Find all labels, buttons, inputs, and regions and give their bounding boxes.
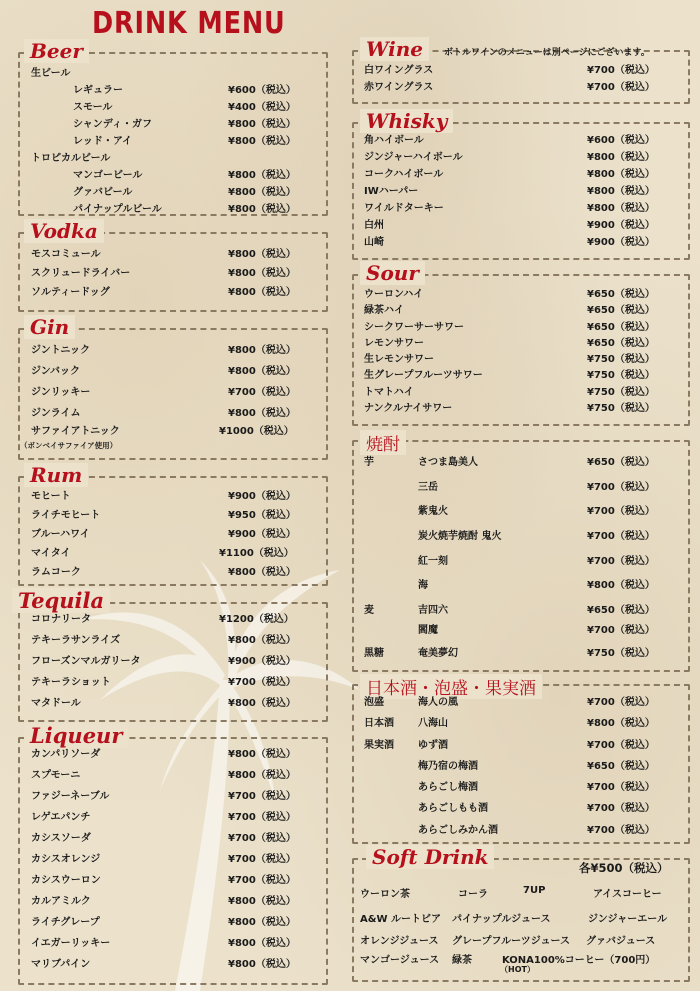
section-title: Wine <box>360 37 429 61</box>
soft-drink-item: コーラ <box>458 889 488 900</box>
drink-name: マリブパイン <box>31 959 91 970</box>
menu-row <box>18 653 328 674</box>
drink-name: 海 <box>418 580 428 592</box>
drink-price: ¥900（税込） <box>228 656 296 667</box>
menu-row <box>352 800 692 821</box>
menu-row <box>18 695 328 716</box>
menu-row <box>18 830 328 851</box>
drink-price: ¥800（税込） <box>587 718 655 730</box>
soft-drink-price: 各¥500（税込） <box>579 861 669 875</box>
drink-name: レモンサワー <box>364 337 424 349</box>
menu-row <box>18 167 328 184</box>
shochu-section <box>352 435 692 672</box>
drink-price: ¥800（税込） <box>228 204 296 215</box>
drink-name: カンパリソーダ <box>31 749 101 760</box>
section-title: Liqueur <box>24 723 128 748</box>
drink-category: 芋 <box>364 457 374 468</box>
drink-name: 梅乃宿の梅酒 <box>418 760 478 772</box>
drink-name: ライチモヒート <box>31 510 101 521</box>
gin-section <box>18 315 328 460</box>
menu-row <box>352 479 692 504</box>
menu-row <box>18 342 328 363</box>
menu-row <box>18 246 328 265</box>
vodka-section <box>18 219 328 312</box>
drink-name: マンゴービール <box>73 170 143 181</box>
soft-drink-item: グァバジュース <box>586 936 656 947</box>
section-title: Sour <box>360 261 425 285</box>
menu-row <box>352 335 692 351</box>
menu-row <box>18 935 328 956</box>
drink-price: ¥750（税込） <box>587 403 655 415</box>
drink-price: ¥900（税込） <box>228 491 296 502</box>
menu-row <box>18 564 328 583</box>
section-title: Beer <box>24 39 89 63</box>
soft-drink-item: オレンジジュース <box>360 936 439 947</box>
drink-price: ¥650（税込） <box>587 337 655 349</box>
section-title: Gin <box>24 315 75 339</box>
drink-price: ¥900（税込） <box>587 237 655 248</box>
menu-row <box>352 302 692 318</box>
rum-section <box>18 463 328 586</box>
drink-name: 紅一刻 <box>418 555 448 567</box>
menu-row <box>352 217 692 234</box>
drink-price: ¥800（税込） <box>587 203 655 214</box>
drink-name: あらごしみかん酒 <box>418 824 498 836</box>
menu-row <box>18 956 328 977</box>
menu-row <box>18 363 328 384</box>
drink-price: ¥700（税込） <box>587 824 655 836</box>
drink-price: ¥650（税込） <box>587 605 655 617</box>
menu-row <box>352 503 692 528</box>
menu-row <box>352 645 692 665</box>
drink-category: 果実酒 <box>364 739 394 751</box>
drink-name: 緑茶ハイ <box>364 305 404 317</box>
menu-row <box>18 746 328 767</box>
drink-category: 黒糖 <box>364 648 384 660</box>
menu-row <box>18 507 328 526</box>
drink-price: ¥800（税込） <box>228 136 296 147</box>
sour-section <box>352 261 692 426</box>
drink-price: ¥800（税込） <box>228 917 296 928</box>
menu-row <box>18 65 328 82</box>
menu-row <box>352 166 692 183</box>
drink-name: ジンライム <box>31 408 81 419</box>
drink-price: ¥950（税込） <box>228 510 296 521</box>
menu-row <box>18 184 328 201</box>
drink-price: ¥750（税込） <box>587 648 655 660</box>
drink-price: ¥700（税込） <box>587 82 655 93</box>
soft-drink-item: 7UP <box>523 885 546 896</box>
drink-name: 閻魔 <box>418 625 438 637</box>
whisky-section <box>352 109 692 260</box>
section-title: Tequila <box>12 588 110 613</box>
drink-price: ¥800（税込） <box>587 580 655 592</box>
soft-drink-item: KONA100%コーヒー（700円） <box>502 955 656 966</box>
drink-name: 白州 <box>364 220 384 231</box>
drink-price: ¥800（税込） <box>228 770 296 781</box>
drink-price: ¥750（税込） <box>587 370 655 382</box>
menu-row <box>18 201 328 218</box>
menu-row <box>352 200 692 217</box>
drink-price: ¥800（税込） <box>228 366 296 377</box>
drink-price: ¥700（税込） <box>228 812 296 823</box>
menu-row <box>18 674 328 695</box>
drink-name: パイナップルビール <box>73 204 162 215</box>
drink-price: ¥1200（税込） <box>219 614 294 625</box>
drink-price: ¥900（税込） <box>587 220 655 231</box>
menu-row <box>352 149 692 166</box>
menu-row <box>352 553 692 578</box>
drink-price: ¥700（税込） <box>587 65 655 76</box>
soft-drink-item: アイスコーヒー <box>593 889 662 900</box>
menu-row <box>18 284 328 303</box>
menu-row <box>352 622 692 645</box>
menu-row <box>352 351 692 367</box>
menu-row <box>18 265 328 284</box>
drink-price: ¥800（税込） <box>587 152 655 163</box>
drink-price: ¥800（税込） <box>228 187 296 198</box>
soft-drink-item: A&W ルートビア <box>360 914 441 925</box>
drink-name: シークワーサーサワー <box>364 321 464 333</box>
soft-drink-item: ウーロン茶 <box>360 889 410 900</box>
drink-name: コークハイボール <box>364 169 444 180</box>
soft-drink-item: グレープフルーツジュース <box>452 936 570 947</box>
section-title: Vodka <box>24 219 104 243</box>
wine-section <box>352 37 692 106</box>
menu-row <box>352 758 692 779</box>
drink-name: グァバビール <box>73 187 133 198</box>
drink-price: ¥700（税込） <box>587 625 655 637</box>
drink-name: ジンバック <box>31 366 81 377</box>
drink-name: モスコミュール <box>31 249 101 260</box>
menu-row <box>352 367 692 383</box>
hot-note: （HOT） <box>500 965 535 974</box>
drink-price: ¥400（税込） <box>228 102 296 113</box>
drink-price: ¥700（税込） <box>587 531 655 543</box>
drink-name: カシスソーダ <box>31 833 91 844</box>
drink-price: ¥800（税込） <box>587 169 655 180</box>
menu-row <box>352 577 692 602</box>
drink-price: ¥800（税込） <box>228 408 296 419</box>
drink-price: ¥800（税込） <box>228 896 296 907</box>
drink-price: ¥600（税込） <box>587 135 655 146</box>
drink-name: 生ビール <box>31 68 71 79</box>
drink-price: ¥800（税込） <box>228 698 296 709</box>
drink-name: 白ワイングラス <box>364 65 434 76</box>
drink-price: ¥700（税込） <box>228 833 296 844</box>
soft-drink-item: 緑茶 <box>452 955 472 966</box>
drink-price: ¥800（税込） <box>228 959 296 970</box>
menu-row <box>352 602 692 622</box>
menu-row <box>18 809 328 830</box>
menu-row <box>18 426 328 450</box>
drink-name: トロピカルビール <box>31 153 111 164</box>
drink-price: ¥800（税込） <box>228 119 296 130</box>
drink-name: スモール <box>73 102 113 113</box>
menu-row <box>352 779 692 800</box>
menu-row <box>352 384 692 400</box>
drink-price: ¥700（税込） <box>587 739 655 751</box>
drink-price: ¥700（税込） <box>587 481 655 493</box>
menu-row <box>352 400 692 416</box>
drink-name: 赤ワイングラス <box>364 82 434 93</box>
menu-row <box>352 234 692 251</box>
menu-row <box>18 767 328 788</box>
drink-name: サファイアトニック <box>31 426 120 437</box>
menu-row <box>18 99 328 116</box>
drink-name: マタドール <box>31 698 81 709</box>
drink-price: ¥650（税込） <box>587 305 655 317</box>
drink-name: モヒート <box>31 491 71 502</box>
menu-row <box>18 788 328 809</box>
drink-price: ¥700（税込） <box>587 555 655 567</box>
drink-price: ¥650（税込） <box>587 289 655 300</box>
drink-name: ジンジャーハイボール <box>364 152 463 163</box>
drink-name: 角ハイボール <box>364 135 424 146</box>
drink-price: ¥800（税込） <box>228 249 296 260</box>
soft-drink-item: パイナップルジュース <box>452 914 551 925</box>
drink-name: スプモーニ <box>31 770 81 781</box>
sake-section <box>352 679 692 844</box>
drink-name: レゲエパンチ <box>31 812 91 823</box>
drink-price: ¥1100（税込） <box>219 548 294 559</box>
menu-row <box>352 715 692 736</box>
drink-price: ¥650（税込） <box>587 457 655 468</box>
menu-title: DRINK MENU <box>92 6 286 41</box>
menu-row <box>352 286 692 302</box>
drink-name: テキーラサンライズ <box>31 635 121 646</box>
menu-row <box>18 893 328 914</box>
drink-name: さつま島美人 <box>418 457 478 468</box>
drink-name: テキーラショット <box>31 677 111 688</box>
menu-row <box>18 632 328 653</box>
drink-name: 吉四六 <box>418 605 448 617</box>
menu-row <box>352 528 692 553</box>
liqueur-section <box>18 723 328 985</box>
menu-row <box>18 133 328 150</box>
menu-row <box>18 526 328 545</box>
drink-name: 八海山 <box>418 718 448 730</box>
menu-row <box>352 62 692 79</box>
drink-name: カルアミルク <box>31 896 91 907</box>
wine-note: ボトルワインのメニューは別ページにございます。 <box>444 48 650 58</box>
drink-name: ワイルドターキー <box>364 203 444 214</box>
drink-name: ジンリッキー <box>31 387 91 398</box>
drink-price: ¥900（税込） <box>228 529 296 540</box>
drink-name: ライチグレープ <box>31 917 100 928</box>
drink-name: ファジーネーブル <box>31 791 110 802</box>
drink-name: 山崎 <box>364 237 384 248</box>
drink-name: コロナリータ <box>31 614 91 625</box>
drink-name: IWハーパー <box>364 186 419 197</box>
drink-name: レギュラー <box>73 85 123 96</box>
drink-price: ¥600（税込） <box>228 85 296 96</box>
menu-row <box>352 737 692 758</box>
beer-section <box>18 39 328 216</box>
menu-row <box>352 822 692 843</box>
drink-name: 奄美夢幻 <box>418 648 458 660</box>
drink-category: 麦 <box>364 605 374 617</box>
drink-price: ¥800（税込） <box>228 567 296 578</box>
drink-price: ¥700（税込） <box>587 803 655 815</box>
drink-name: ナンクルナイサワー <box>364 403 453 415</box>
drink-price: ¥650（税込） <box>587 760 655 772</box>
drink-name: 三岳 <box>418 481 438 493</box>
drink-name: シャンディ・ガフ <box>73 119 152 130</box>
drink-category: 日本酒 <box>364 718 394 730</box>
drink-name: 生レモンサワー <box>364 354 434 366</box>
drink-note: （ボンベイサファイア使用） <box>20 441 118 450</box>
drink-name: あらごしもも酒 <box>418 803 488 815</box>
menu-row <box>18 82 328 99</box>
drink-name: レッド・アイ <box>73 136 132 147</box>
menu-row <box>18 116 328 133</box>
menu-row <box>352 132 692 149</box>
drink-name: あらごし梅酒 <box>418 782 478 794</box>
drink-name: スクリュードライバー <box>31 268 131 279</box>
drink-name: イエガーリッキー <box>31 938 111 949</box>
menu-row <box>18 851 328 872</box>
drink-name: ブルーハワイ <box>31 529 90 540</box>
drink-price: ¥700（税込） <box>587 782 655 794</box>
drink-price: ¥750（税込） <box>587 386 655 398</box>
soft-drink-item: ジンジャーエール <box>588 914 668 925</box>
section-title: 日本酒・泡盛・果実酒 <box>360 674 542 699</box>
drink-name: カシスオレンジ <box>31 854 101 865</box>
drink-name: 炭火焼芋焼酎 鬼火 <box>418 531 502 543</box>
section-title: Whisky <box>360 109 453 133</box>
section-title: Soft Drink <box>366 845 494 869</box>
menu-row <box>352 454 692 479</box>
menu-row <box>18 872 328 893</box>
drink-price: ¥800（税込） <box>228 268 296 279</box>
drink-name: ソルティードッグ <box>31 287 110 298</box>
menu-row <box>352 694 692 715</box>
drink-price: ¥800（税込） <box>228 938 296 949</box>
drink-price: ¥800（税込） <box>228 635 296 646</box>
menu-row <box>18 384 328 405</box>
drink-price: ¥800（税込） <box>228 170 296 181</box>
drink-name: フローズンマルガリータ <box>31 656 141 667</box>
drink-price: ¥700（税込） <box>228 387 296 398</box>
drink-price: ¥700（税込） <box>228 854 296 865</box>
menu-row <box>18 611 328 632</box>
drink-category: 泡盛 <box>364 697 384 708</box>
drink-price: ¥800（税込） <box>228 345 296 356</box>
menu-row <box>18 914 328 935</box>
soft-drink-section <box>352 845 692 984</box>
menu-row <box>18 545 328 564</box>
drink-price: ¥750（税込） <box>587 354 655 366</box>
drink-name: ウーロンハイ <box>364 289 424 300</box>
drink-price: ¥700（税込） <box>228 791 296 802</box>
drink-price: ¥800（税込） <box>228 287 296 298</box>
drink-price: ¥700（税込） <box>587 506 655 518</box>
drink-name: 海人の風 <box>418 697 458 708</box>
drink-name: ゆず酒 <box>418 739 448 751</box>
drink-price: ¥800（税込） <box>587 186 655 197</box>
drink-name: マイタイ <box>31 548 71 559</box>
drink-price: ¥700（税込） <box>228 875 296 886</box>
section-title: Rum <box>24 463 88 487</box>
drink-name: 生グレープフルーツサワー <box>364 370 483 382</box>
section-title: 焼酎 <box>360 430 406 455</box>
drink-price: ¥700（税込） <box>587 697 655 708</box>
menu-row <box>18 150 328 167</box>
drink-name: トマトハイ <box>364 386 414 398</box>
drink-name: ラムコーク <box>31 567 81 578</box>
drink-price: ¥650（税込） <box>587 321 655 333</box>
menu-row <box>352 319 692 335</box>
drink-price: ¥800（税込） <box>228 749 296 760</box>
menu-row <box>18 488 328 507</box>
menu-row <box>352 183 692 200</box>
drink-name: カシスウーロン <box>31 875 101 886</box>
drink-name: 紫鬼火 <box>418 506 448 518</box>
tequila-section <box>18 588 328 722</box>
menu-row <box>352 79 692 96</box>
drink-price: ¥1000（税込） <box>219 426 294 437</box>
drink-name: ジントニック <box>31 345 90 356</box>
soft-drink-item: マンゴージュース <box>360 955 440 966</box>
drink-price: ¥700（税込） <box>228 677 296 688</box>
